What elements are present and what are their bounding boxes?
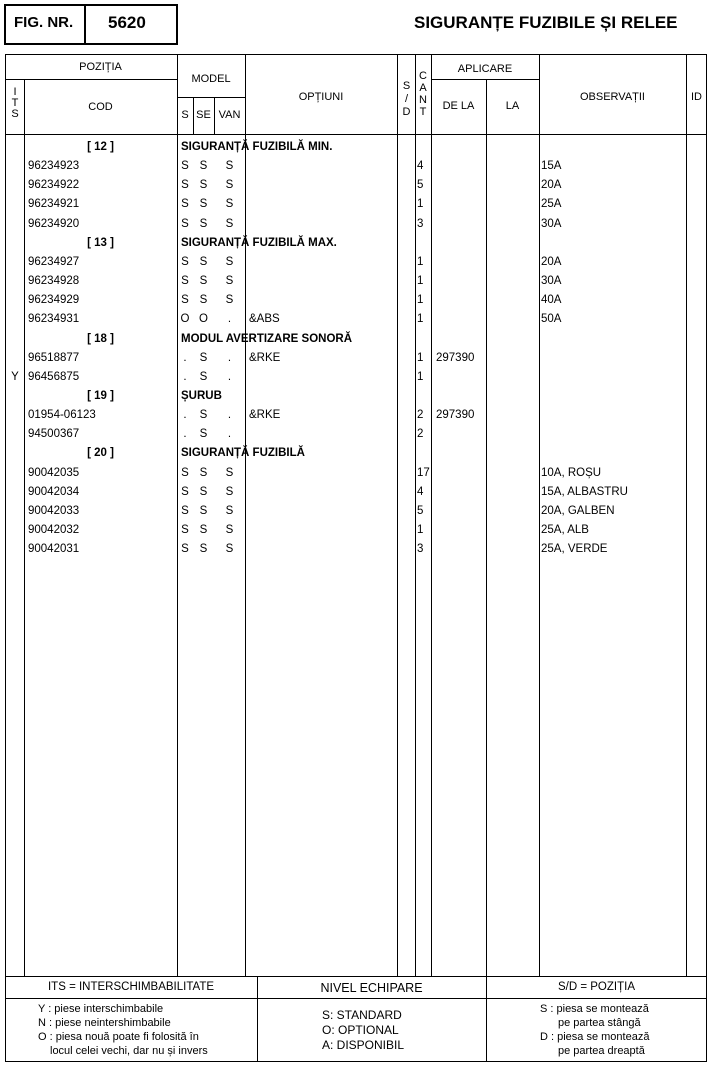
part-code: 90042032 [28,524,80,536]
model-s-value: S [181,524,189,536]
part-code: 96234931 [28,313,80,326]
model-s-value: S [181,217,189,230]
col-sd-letter: S [402,80,411,92]
group-position: [ 13 ] [87,236,114,249]
applicable-from: 297390 [436,351,475,364]
part-code: 96234927 [28,255,80,268]
model-van-value: S [225,179,234,192]
group-description: SIGURANȚĂ FUZIBILĂ MIN. [181,141,333,153]
model-s-value: S [181,543,189,556]
model-van-value: S [225,294,234,307]
observation-value: 20A, GALBEN [541,504,615,517]
part-code: 90042035 [28,466,80,479]
col-cant-letter: C [419,70,427,82]
model-van-value: S [225,198,234,211]
model-se-value: S [199,198,208,211]
observation-value: 10A, ROȘU [541,466,602,479]
col-model-van: VAN [218,109,241,121]
col-cant-letter: T [419,106,427,118]
its-code: Y [11,370,19,383]
quantity-value: 1 [417,294,424,307]
model-s-value: O [180,313,190,326]
observation-value: 50A [541,313,562,326]
quantity-value: 5 [417,504,424,517]
part-code: 96518877 [28,351,80,364]
legend-sd-line: pe partea dreaptă [558,1045,645,1057]
quantity-value: 1 [417,275,424,288]
legend-sd-title: S/D = POZIȚIA [557,981,635,993]
model-s-value: S [181,179,189,192]
group-description: SIGURANȚĂ FUZIBILĂ MAX. [181,236,337,249]
model-se-value: S [199,466,208,479]
model-se-value: S [199,217,208,230]
part-code: 96234922 [28,179,80,192]
col-cant-letter: A [419,82,427,94]
model-van-value: S [225,504,234,517]
model-van-value: . [227,313,232,326]
observation-value: 25A [541,198,562,211]
legend-its-line: Y : piese interschimbabile [38,1003,164,1015]
quantity-value: 3 [417,543,424,556]
model-se-value: S [199,543,208,556]
col-cod: COD [88,101,113,113]
model-van-value: S [225,466,234,479]
legend-its-line: O : piesa nouă poate fi folosită în [38,1031,199,1043]
model-s-value: S [181,485,189,498]
model-se-value: S [199,485,208,498]
quantity-value: 4 [417,485,424,498]
model-van-value: S [225,524,234,536]
model-se-value: S [199,275,208,288]
group-description: MODUL AVERTIZARE SONORĂ [181,332,353,345]
model-se-value: S [199,524,208,536]
col-pozitia: POZIȚIA [79,61,122,73]
col-dela: DE LA [442,100,475,112]
group-position: [ 12 ] [87,141,114,153]
col-aplicare: APLICARE [457,63,513,75]
observation-value: 25A, VERDE [541,543,608,556]
col-its-letter: S [11,108,19,120]
model-van-value: S [225,543,234,556]
option-value: &ABS [249,313,280,326]
applicable-from: 297390 [436,409,475,422]
legend-sd-line: D : piesa se montează [540,1031,650,1043]
model-s-value: . [183,370,187,383]
quantity-value: 17 [417,466,430,479]
model-se-value: S [199,370,208,383]
model-van-value: S [225,217,234,230]
quantity-value: 1 [417,524,424,536]
group-description: SIGURANȚĂ FUZIBILĂ [181,447,305,460]
model-se-value: S [199,428,208,441]
legend-nivel-line: S: STANDARD [322,1008,402,1022]
model-se-value: S [199,160,208,173]
model-se-value: S [199,409,208,422]
legend-nivel-title: NIVEL ECHIPARE [320,981,423,995]
part-code: 01954-06123 [28,409,96,422]
col-sd-letter: D [402,106,411,118]
model-van-value: . [227,428,232,441]
observation-value: 30A [541,275,562,288]
model-s-value: . [183,428,187,441]
part-code: 96234928 [28,275,80,288]
quantity-value: 5 [417,179,424,192]
group-position: [ 18 ] [87,332,114,345]
model-s-value: S [181,160,189,173]
quantity-value: 2 [417,409,424,422]
page-title: SIGURANȚE FUZIBILE ȘI RELEE [414,13,678,32]
col-model-se: SE [196,109,211,121]
legend-its-line: locul celei vechi, dar nu și invers [50,1045,208,1057]
part-code: 90042034 [28,485,80,498]
quantity-value: 1 [417,255,424,268]
model-se-value: O [199,313,208,326]
part-code: 90042033 [28,504,80,517]
model-se-value: S [199,351,208,364]
col-id: ID [691,91,702,103]
model-s-value: S [181,466,189,479]
observation-value: 20A [541,179,562,192]
observation-value: 25A, ALB [541,524,589,536]
option-value: &RKE [249,409,281,422]
observation-value: 40A [541,294,562,307]
model-s-value: S [181,255,189,268]
model-van-value: S [225,275,234,288]
part-code: 96234929 [28,294,80,307]
group-position: [ 20 ] [87,447,114,460]
quantity-value: 1 [417,370,424,383]
model-se-value: S [199,294,208,307]
model-s-value: S [181,504,189,517]
part-code: 94500367 [28,428,80,441]
part-code: 96234920 [28,217,80,230]
quantity-value: 1 [417,313,424,326]
model-s-value: S [181,275,189,288]
model-s-value: . [183,409,187,422]
col-its-letter: I [13,86,17,98]
legend-nivel-line: O: OPTIONAL [322,1023,399,1037]
quantity-value: 3 [417,217,424,230]
part-code: 96456875 [28,370,80,383]
col-model: MODEL [191,73,231,85]
observation-value: 15A [541,160,562,173]
model-s-value: S [181,294,189,307]
parts-table-frame [5,54,707,1062]
model-van-value: . [227,409,232,422]
col-its-letter: T [11,97,19,109]
fig-label: FIG. NR. [14,14,74,31]
model-van-value: S [225,255,234,268]
model-van-value: . [227,351,232,364]
model-s-value: S [181,198,189,211]
group-position: [ 19 ] [87,389,114,402]
quantity-value: 1 [417,198,424,211]
part-code: 90042031 [28,543,80,556]
observation-value: 30A [541,217,562,230]
col-model-s: S [181,109,189,121]
model-se-value: S [199,179,208,192]
model-van-value: S [225,160,234,173]
model-se-value: S [199,255,208,268]
part-code: 96234921 [28,198,80,211]
model-se-value: S [199,504,208,517]
model-van-value: . [227,370,232,383]
part-code: 96234923 [28,160,80,173]
legend-its-line: N : piese neintershimbabile [38,1017,171,1029]
legend-its-title: ITS = INTERSCHIMBABILITATE [47,981,215,993]
legend-sd-line: S : piesa se montează [540,1003,649,1015]
col-cant-letter: N [419,94,427,106]
observation-value: 20A [541,255,562,268]
legend-nivel-line: A: DISPONIBIL [322,1038,405,1052]
col-optiuni: OPȚIUNI [298,91,344,103]
col-observatii: OBSERVAȚII [579,91,645,103]
quantity-value: 1 [417,351,424,364]
option-value: &RKE [249,351,281,364]
model-s-value: . [183,351,187,364]
col-la: LA [505,100,520,112]
observation-value: 15A, ALBASTRU [541,485,628,498]
fig-number: 5620 [108,13,146,32]
legend-sd-line: pe partea stângă [558,1017,641,1029]
model-van-value: S [225,485,234,498]
quantity-value: 4 [417,160,424,173]
col-sd-letter: / [404,93,409,105]
quantity-value: 2 [417,428,424,441]
group-description: ȘURUB [181,389,222,402]
